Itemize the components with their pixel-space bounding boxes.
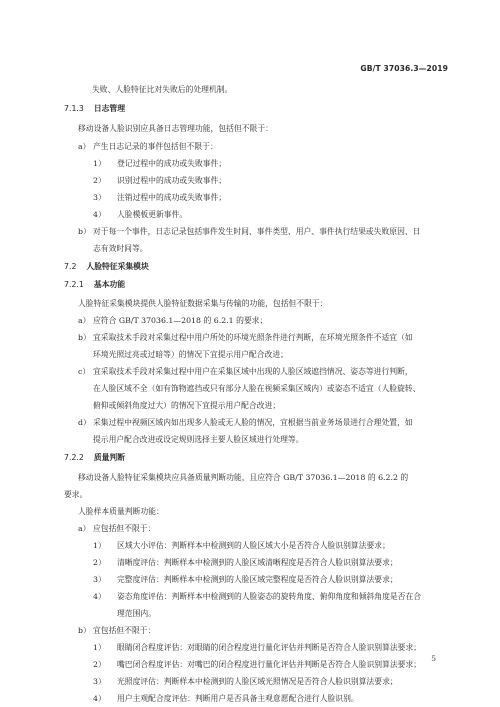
sub-text: 登记过程中的成功或失败事件； (117, 159, 227, 168)
sub-marker: 2） (93, 558, 106, 567)
list-marker: a） (78, 316, 91, 325)
list-marker: a） (78, 524, 91, 533)
page-number: 5 (431, 654, 436, 663)
list-marker: a） (78, 142, 91, 151)
section-heading-7-2 (64, 262, 149, 272)
list-text-continuation: 环境光照过亮或过暗等）的情况下宜提示用户配合改进； (93, 350, 288, 359)
sub-marker: 3） (93, 575, 106, 584)
list-text-continuation: 提示用户配合改进或设定规则选择主要人脸区域进行处理等。 (93, 435, 304, 444)
sub-marker: 1） (93, 541, 106, 550)
list-marker: b） (78, 626, 91, 635)
section-heading-7-2-2 (64, 453, 125, 463)
list-text: 对于每一个事件，日志记录包括事件发生时间、事件类型、用户、事件执行结果或失败原因、日 (93, 227, 421, 236)
section-number: 7.2.1 (64, 280, 84, 289)
sub-text: 眼睛闭合程度评估：对眼睛的闭合程度进行量化评估并判断是否符合人脸识别算法要求； (117, 643, 422, 652)
sub-text: 清晰度评估：判断样本中检测到的人脸区域清晰程度是否符合人脸识别算法要求； (117, 558, 398, 567)
section-number: 7.2.2 (64, 453, 84, 462)
sub-marker: 1） (93, 643, 106, 652)
sub-marker: 3） (93, 677, 106, 686)
sub-marker: 2） (93, 176, 106, 185)
list-text: 应符合 GB/T 37036.1—2018 的 6.2.1 的要求； (93, 316, 268, 325)
paragraph: 人脸特征采集模块提供人脸特征数据采集与传输的功能，包括但不限于： (78, 299, 328, 308)
sub-text-continuation: 理范围内。 (117, 609, 156, 618)
list-text: 产生日志记录的事件包括但不限于： (93, 142, 218, 151)
sub-marker: 1） (93, 159, 106, 168)
section-title: 日志管理 (93, 104, 126, 113)
sub-marker: 2） (93, 660, 106, 669)
list-text: 宜采取技术手段对采集过程中用户在采集区域中出现的人脸区域遮挡情况、姿态等进行判断， (93, 367, 413, 376)
sub-text: 用户主观配合度评估：判断用户是否具备主观意愿配合进行人脸识别。 (117, 694, 359, 703)
sub-text: 区域大小评估：判断样本中检测到的人脸区域大小是否符合人脸识别算法要求； (117, 541, 390, 550)
section-title: 基本功能 (93, 280, 126, 289)
list-marker: d） (78, 418, 91, 427)
section-title: 人脸特征采集模块 (86, 262, 149, 271)
paragraph: 人脸样本质量判断功能： (78, 507, 164, 516)
section-title: 质量判断 (93, 453, 126, 462)
section-number: 7.2 (64, 262, 77, 271)
sub-marker: 3） (93, 193, 106, 202)
list-text-continuation: 俯仰或倾斜角度过大）的情况下宜提示用户配合改进； (93, 401, 281, 410)
section-heading-7-1-3 (64, 104, 125, 114)
sub-text: 注销过程中的成功或失败事件； (117, 193, 227, 202)
list-text: 采集过程中视频区域内如出现多人脸或无人脸的情况，宜根据当前业务场景进行合理处置，如 (93, 418, 413, 427)
sub-text: 嘴巴闭合程度评估：对嘴巴的闭合程度进行量化评估并判断是否符合人脸识别算法要求； (117, 660, 422, 669)
list-text: 宜包括但不限于： (93, 626, 156, 635)
sub-text: 识别过程中的成功或失败事件； (117, 176, 227, 185)
paragraph: 移动设备人脸特征采集模块应具备质量判断功能，且应符合 GB/T 37036.1—2018 的 6.2.2 的 (78, 473, 409, 482)
sub-marker: 4） (93, 694, 106, 703)
sub-text: 姿态角度评估：判断样本中检测到的人脸姿态的旋转角度、俯仰角度和倾斜角度是否在合 (117, 592, 422, 601)
section-number: 7.1.3 (64, 104, 84, 113)
sub-text: 完整度评估：判断样本中检测到的人脸区域完整程度是否符合人脸识别算法要求； (117, 575, 398, 584)
continuation-text: 失败、人脸特征比对失败后的处理机制。 (92, 85, 233, 94)
section-heading-7-2-1 (64, 280, 125, 290)
sub-text: 人脸模板更新事件。 (117, 210, 188, 219)
list-text-continuation: 志有效时间等。 (93, 244, 148, 253)
list-marker: b） (78, 227, 91, 236)
standard-code-header: GB/T 37036.3—2019 (360, 64, 448, 73)
sub-marker: 4） (93, 592, 106, 601)
list-text-continuation: 在人脸区域不全（如有饰物遮挡或只有部分人脸在视频采集区域内）或姿态不适宜（人脸旋转、 (93, 384, 421, 393)
sub-text: 光照度评估：判断样本中检测到的人脸区域光照情况是否符合人脸识别算法要求； (117, 677, 398, 686)
sub-marker: 4） (93, 210, 106, 219)
list-marker: b） (78, 333, 91, 342)
list-marker: c） (78, 367, 91, 376)
paragraph: 移动设备人脸识别应具备日志管理功能，包括但不限于： (78, 124, 273, 133)
list-text: 宜采取技术手段对采集过程中用户所处的环境光照条件进行判断，在环境光照条件不适宜（如 (93, 333, 413, 342)
paragraph-continuation: 要求。 (64, 490, 88, 499)
list-text: 应包括但不限于： (93, 524, 156, 533)
